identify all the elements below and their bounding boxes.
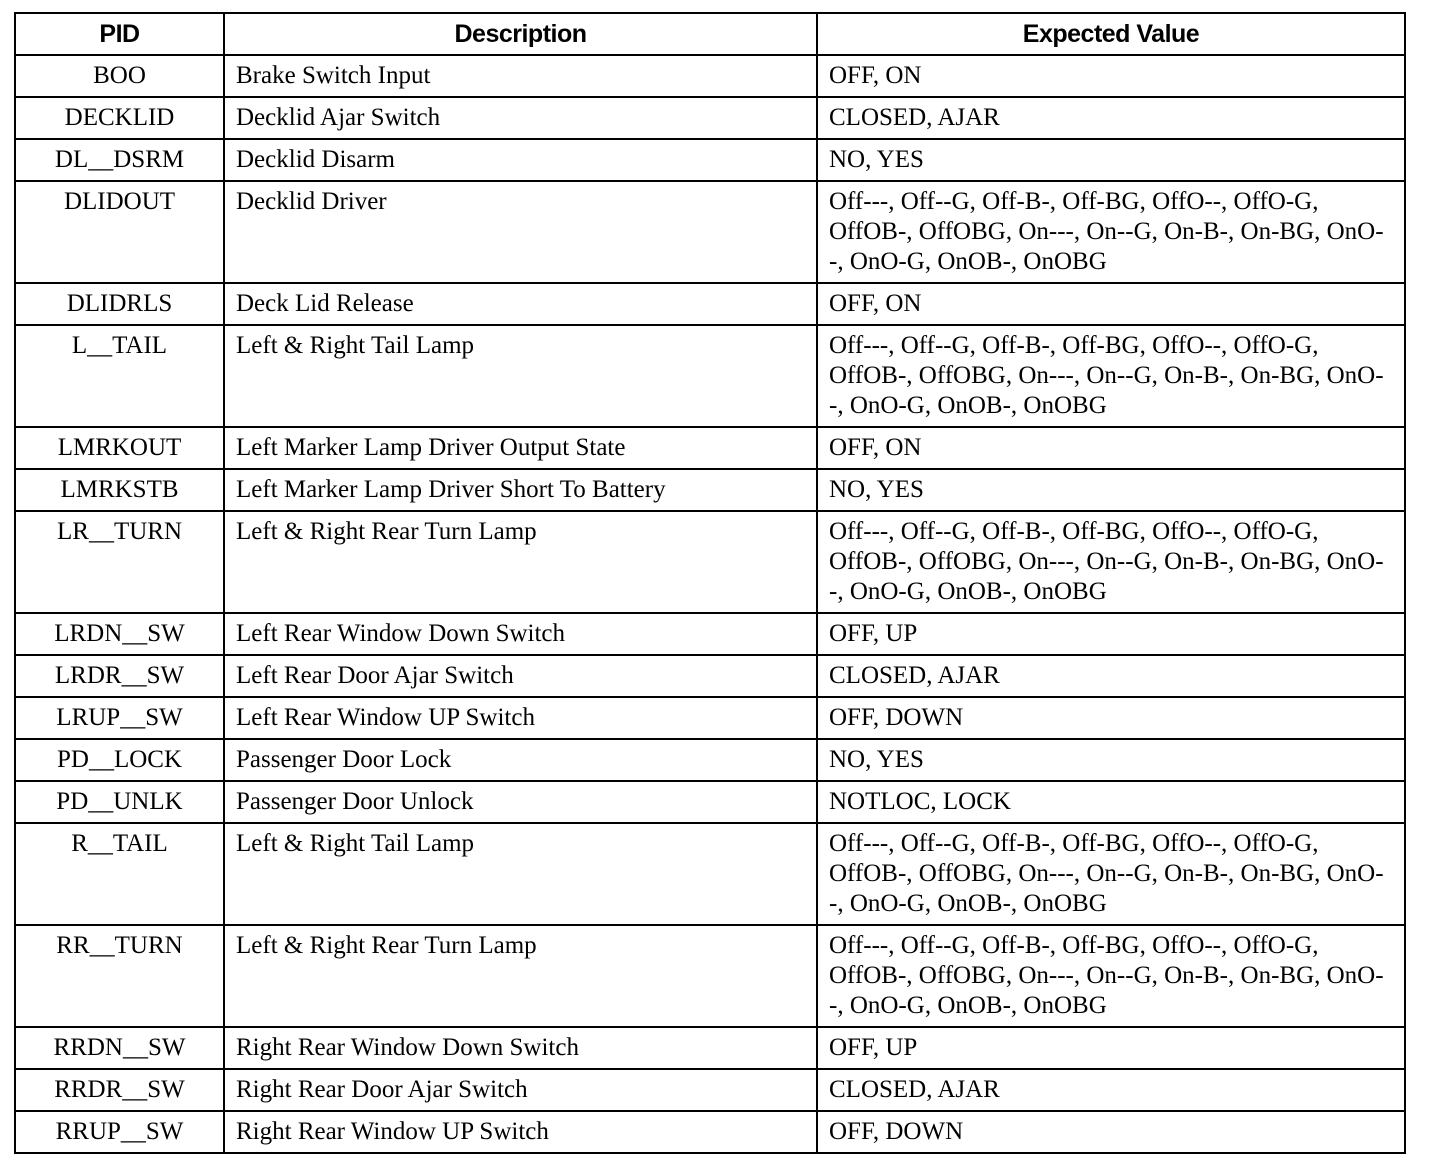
table-row [15, 181, 1405, 283]
table-row [15, 325, 1405, 427]
pid-cell: L__TAIL [15, 325, 224, 427]
description-cell: Deck Lid Release [224, 283, 817, 325]
pid-cell: PD__LOCK [15, 739, 224, 781]
pid-cell: LR__TURN [15, 511, 224, 613]
expected-value-cell: NO, YES [817, 139, 1405, 181]
description-cell: Left Marker Lamp Driver Output State [224, 427, 817, 469]
description-cell: Left & Right Tail Lamp [224, 325, 817, 427]
description-cell: Passenger Door Lock [224, 739, 817, 781]
pid-cell: RR__TURN [15, 925, 224, 1027]
pid-cell: PD__UNLK [15, 781, 224, 823]
pid-cell: DLIDRLS [15, 283, 224, 325]
table-row [15, 655, 1405, 697]
table-row [15, 781, 1405, 823]
table-row [15, 613, 1405, 655]
expected-value-cell: CLOSED, AJAR [817, 1069, 1405, 1111]
table-row [15, 739, 1405, 781]
expected-value-cell: OFF, UP [817, 1027, 1405, 1069]
description-cell: Decklid Disarm [224, 139, 817, 181]
expected-value-cell: OFF, DOWN [817, 1111, 1405, 1153]
expected-value-cell: CLOSED, AJAR [817, 655, 1405, 697]
pid-cell: DLIDOUT [15, 181, 224, 283]
expected-value-cell: OFF, ON [817, 55, 1405, 97]
pid-cell: LMRKSTB [15, 469, 224, 511]
table-row [15, 139, 1405, 181]
expected-value-cell: NOTLOC, LOCK [817, 781, 1405, 823]
pid-cell: RRDR__SW [15, 1069, 224, 1111]
table-row [15, 55, 1405, 97]
description-cell: Left Rear Window Down Switch [224, 613, 817, 655]
pid-cell: BOO [15, 55, 224, 97]
table-row [15, 823, 1405, 925]
description-cell: Left Rear Door Ajar Switch [224, 655, 817, 697]
description-cell: Left Marker Lamp Driver Short To Battery [224, 469, 817, 511]
description-cell: Right Rear Window UP Switch [224, 1111, 817, 1153]
table-row [15, 925, 1405, 1027]
pid-cell: DECKLID [15, 97, 224, 139]
table-row [15, 97, 1405, 139]
table-row [15, 1027, 1405, 1069]
pid-cell: LRDR__SW [15, 655, 224, 697]
description-cell: Passenger Door Unlock [224, 781, 817, 823]
header-row [15, 13, 1405, 55]
description-cell: Left & Right Tail Lamp [224, 823, 817, 925]
pid-cell: DL__DSRM [15, 139, 224, 181]
header-description: Description [224, 13, 817, 55]
header-pid: PID [15, 13, 224, 55]
description-cell: Left & Right Rear Turn Lamp [224, 925, 817, 1027]
pid-table [14, 12, 1406, 1154]
pid-cell: RRDN__SW [15, 1027, 224, 1069]
expected-value-cell: Off---, Off--G, Off-B-, Off-BG, OffO--, OffO-G, OffOB-, OffOBG, On---, On--G, On-B-, On-BG, OnO--, OnO-G, OnOB-, OnOBG [817, 925, 1405, 1027]
table-body [15, 55, 1405, 1153]
table-row [15, 1111, 1405, 1153]
expected-value-cell: OFF, ON [817, 427, 1405, 469]
expected-value-cell: CLOSED, AJAR [817, 97, 1405, 139]
table-row [15, 427, 1405, 469]
description-cell: Decklid Ajar Switch [224, 97, 817, 139]
pid-cell: LRUP__SW [15, 697, 224, 739]
expected-value-cell: Off---, Off--G, Off-B-, Off-BG, OffO--, OffO-G, OffOB-, OffOBG, On---, On--G, On-B-, On-BG, OnO--, OnO-G, OnOB-, OnOBG [817, 325, 1405, 427]
expected-value-cell: Off---, Off--G, Off-B-, Off-BG, OffO--, OffO-G, OffOB-, OffOBG, On---, On--G, On-B-, On-BG, OnO--, OnO-G, OnOB-, OnOBG [817, 181, 1405, 283]
pid-cell: LMRKOUT [15, 427, 224, 469]
header-expected-value: Expected Value [817, 13, 1405, 55]
table-row [15, 697, 1405, 739]
description-cell: Brake Switch Input [224, 55, 817, 97]
pid-cell: LRDN__SW [15, 613, 224, 655]
table-row [15, 469, 1405, 511]
table-row [15, 283, 1405, 325]
table-row [15, 1069, 1405, 1111]
expected-value-cell: OFF, ON [817, 283, 1405, 325]
description-cell: Right Rear Door Ajar Switch [224, 1069, 817, 1111]
description-cell: Left Rear Window UP Switch [224, 697, 817, 739]
expected-value-cell: Off---, Off--G, Off-B-, Off-BG, OffO--, OffO-G, OffOB-, OffOBG, On---, On--G, On-B-, On-BG, OnO--, OnO-G, OnOB-, OnOBG [817, 823, 1405, 925]
description-cell: Right Rear Window Down Switch [224, 1027, 817, 1069]
description-cell: Decklid Driver [224, 181, 817, 283]
description-cell: Left & Right Rear Turn Lamp [224, 511, 817, 613]
expected-value-cell: NO, YES [817, 469, 1405, 511]
expected-value-cell: OFF, UP [817, 613, 1405, 655]
table-row [15, 511, 1405, 613]
expected-value-cell: OFF, DOWN [817, 697, 1405, 739]
expected-value-cell: Off---, Off--G, Off-B-, Off-BG, OffO--, OffO-G, OffOB-, OffOBG, On---, On--G, On-B-, On-BG, OnO--, OnO-G, OnOB-, OnOBG [817, 511, 1405, 613]
expected-value-cell: NO, YES [817, 739, 1405, 781]
pid-cell: RRUP__SW [15, 1111, 224, 1153]
pid-cell: R__TAIL [15, 823, 224, 925]
